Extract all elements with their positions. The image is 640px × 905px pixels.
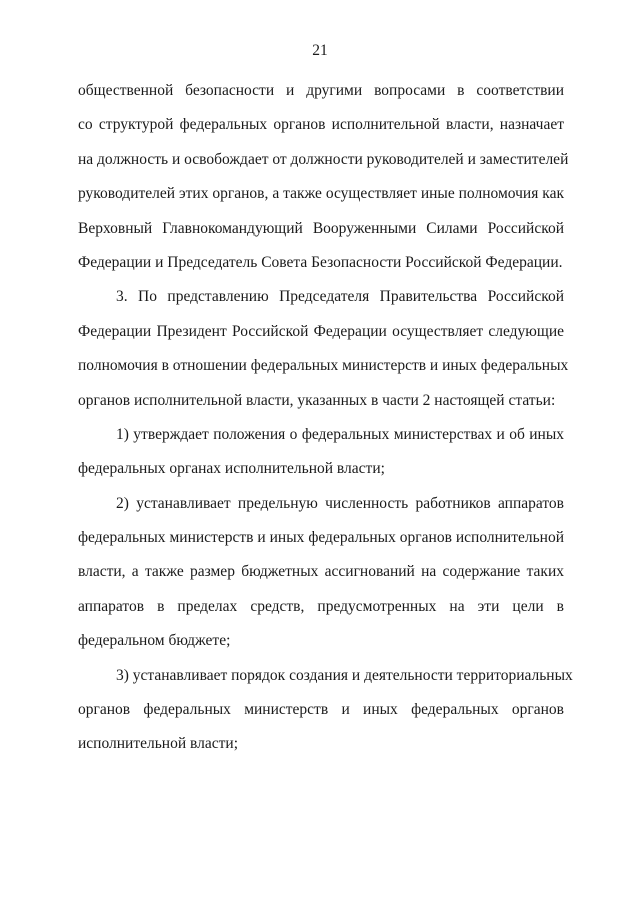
text-line: полномочия в отношении федеральных министерств и иных федеральных [78, 357, 569, 375]
text-line: на должность и освобождает от должности руководителей и заместителей [78, 150, 569, 168]
page-number: 21 [312, 42, 328, 59]
text-line: со структурой федеральных органов исполнительной власти, назначает [78, 116, 564, 134]
paragraph-part-3 [78, 286, 569, 424]
text-line: власти, а также размер бюджетных ассигнований на содержание таких [78, 563, 564, 581]
text-line: Федерации Президент Российской Федерации осуществляет следующие [78, 322, 564, 340]
text-line: аппаратов в пределах средств, предусмотренных на эти цели в [78, 597, 564, 615]
text-line: органов федеральных министерств и иных федеральных органов [78, 701, 564, 719]
text-line: общественной безопасности и другими вопросами в соответствии [78, 82, 564, 99]
list-item-2 [78, 493, 564, 665]
text-line: Федерации и Председатель Совета Безопасности Российской Федерации. [78, 253, 563, 271]
text-line: 2) устанавливает предельную численность работников аппаратов [116, 494, 564, 512]
list-item-1 [78, 424, 564, 493]
text-line: исполнительной власти; [78, 735, 238, 753]
text-line: федеральном бюджете; [78, 632, 231, 650]
text-line: 3. По представлению Председателя Правительства Российской [116, 288, 564, 306]
text-line: руководителей этих органов, а также осуществляет иные полномочия как [78, 185, 564, 203]
text-line: 1) утверждает положения о федеральных министерствах и об иных [116, 425, 564, 443]
text-line: 3) устанавливает порядок создания и деятельности территориальных [116, 666, 573, 684]
text-line: Верховный Главнокомандующий Вооруженными Силами Российской [78, 219, 564, 237]
paragraph-continuation [78, 80, 569, 286]
text-line: федеральных органах исполнительной власти; [78, 460, 385, 478]
text-line: федеральных министерств и иных федеральных органов исполнительной [78, 529, 564, 547]
list-item-3 [78, 665, 573, 768]
text-line: органов исполнительной власти, указанных в части 2 настоящей статьи: [78, 391, 556, 409]
document-body [78, 80, 573, 768]
